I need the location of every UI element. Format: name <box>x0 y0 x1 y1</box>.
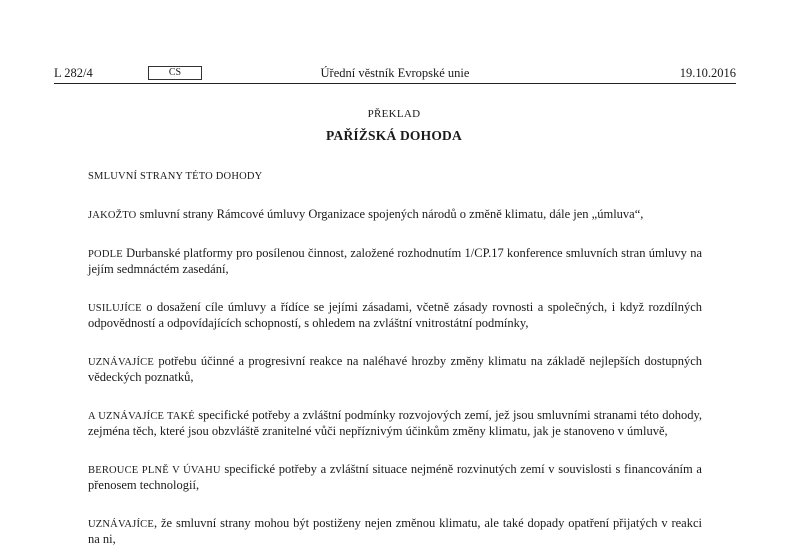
recital-paragraph <box>88 246 702 277</box>
document-title: PAŘÍŽSKÁ DOHODA <box>326 128 462 143</box>
recital-paragraph <box>88 300 702 331</box>
recital-lead: A UZNÁVAJÍCE TAKÉ <box>88 411 195 422</box>
preamble-lead: SMLUVNÍ STRANY TÉTO DOHODY <box>88 171 263 182</box>
recital-lead: BEROUCE PLNĚ V ÚVAHU <box>88 465 221 476</box>
recital-text: smluvní strany Rámcové úmluvy Organizace spojených národů o změně klimatu, dále jen „úmluva“, <box>136 207 644 221</box>
recital-lead: USILUJÍCE <box>88 303 142 314</box>
page-header <box>54 64 736 82</box>
recital-text: o dosažení cíle úmluvy a řídíce se jejími zásadami, včetně zásady rovnosti a společných, i když rozdílných odpovědností a odpovídajících schopností, s ohledem na zvláštní vnitrostátní podmínky, <box>88 300 702 330</box>
recital-lead: UZNÁVAJÍCE <box>88 519 154 530</box>
recital-text: , že smluvní strany mohou být postiženy nejen změnou klimatu, ale také dopady opatření přijatých v reakci na ni, <box>88 516 702 546</box>
journal-title: Úřední věstník Evropské unie <box>320 66 470 80</box>
recital-text: potřebu účinné a progresivní reakce na naléhavé hrozby změny klimatu na základě nejlepších dostupných vědeckých poznatků, <box>88 354 702 384</box>
recital-text: specifické potřeby a zvláštní situace nejméně rozvinutých zemí v souvislosti s financováním a přenosem technologií, <box>88 462 702 492</box>
recital-text: specifické potřeby a zvláštní podmínky rozvojových zemí, jež jsou smluvními stranami této dohody, zejména těch, které jsou obzvláště zranitelné vůči nepříznivým účinkům změny klimatu, jak je stanoveno v úmluvě, <box>88 408 703 438</box>
translation-label: PŘEKLAD <box>367 108 421 120</box>
recital-paragraph <box>88 408 702 439</box>
recital-paragraph <box>88 354 702 385</box>
language-badge: CS <box>148 66 202 80</box>
recital-lead: PODLE <box>88 249 123 260</box>
recital-text: Durbanské platformy pro posílenou činnost, založené rozhodnutím 1/CP.17 konference smluvních stran úmluvy na jejím sedmnáctém zasedání, <box>88 246 702 276</box>
journal-reference: L 282/4 <box>54 66 93 80</box>
publication-date: 19.10.2016 <box>679 66 736 80</box>
recital-paragraph <box>88 516 702 547</box>
preamble-heading <box>88 168 702 184</box>
header-divider <box>54 83 736 84</box>
recital-paragraph <box>88 207 702 223</box>
recital-lead: UZNÁVAJÍCE <box>88 357 154 368</box>
recital-lead: JAKOŽTO <box>88 210 137 221</box>
recital-paragraph <box>88 462 702 493</box>
